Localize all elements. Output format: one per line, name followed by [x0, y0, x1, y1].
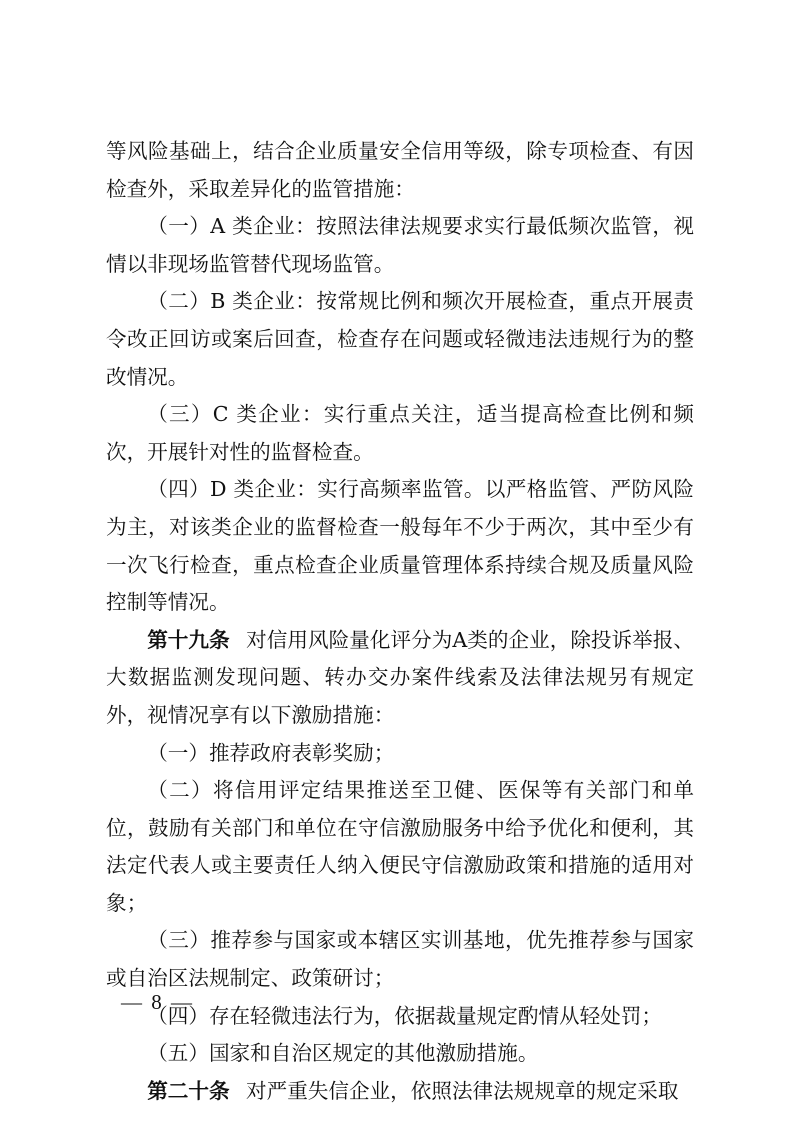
- paragraph-text: 对严重失信企业，依照法律法规规章的规定采取: [246, 1078, 679, 1103]
- paragraph-text: （三）C 类企业：实行重点关注，适当提高检查比例和频次，开展针对性的监督检查。: [106, 402, 694, 464]
- paragraph-text: （五）国家和自治区规定的其他激励措施。: [147, 1041, 539, 1066]
- paragraph-text: （二）B 类企业：按常规比例和频次开展检查，重点开展责令改正回访或案后回查，检查存在问题或轻微违法违规行为的整改情况。: [106, 289, 694, 389]
- paragraph-7: [106, 772, 694, 922]
- article-19: [106, 622, 694, 735]
- paragraph-text: （四）D 类企业：实行高频率监管。以严格监管、严防风险为主，对该类企业的监督检查一般每年不少于两次，其中至少有一次飞行检查，重点检查企业质量管理体系持续合规及质量风险控制等情况。: [106, 477, 694, 615]
- paragraph-4: [106, 471, 694, 621]
- paragraph-text: （一）A 类企业：按照法律法规要求实行最低频次监管，视情以非现场监管替代现场监管。: [106, 214, 694, 276]
- page-number: — 8 —: [121, 990, 194, 1014]
- paragraph-8: [106, 922, 694, 997]
- paragraph-text: 等风险基础上，结合企业质量安全信用等级，除专项检查、有因检查外，采取差异化的监管措施：: [106, 139, 694, 201]
- paragraph-6: [106, 735, 694, 773]
- paragraph-3: [106, 396, 694, 471]
- document-body: [106, 133, 694, 1110]
- article-20: [106, 1073, 694, 1111]
- paragraph-9: [106, 998, 694, 1036]
- paragraph-text: （二）将信用评定结果推送至卫健、医保等有关部门和单位，鼓励有关部门和单位在守信激励服务中给予优化和便利，其法定代表人或主要责任人纳入便民守信激励政策和措施的适用对象；: [106, 778, 694, 915]
- article-number: 第十九条: [147, 627, 230, 652]
- paragraph-1: [106, 208, 694, 283]
- paragraph-text: 对信用风险量化评分为A类的企业，除投诉举报、大数据监测发现问题、转办交办案件线索及法律法规另有规定外，视情况享有以下激励措施：: [106, 627, 695, 727]
- paragraph-text: （一）推荐政府表彰奖励；: [147, 740, 395, 765]
- paragraph-2: [106, 283, 694, 396]
- paragraph-10: [106, 1035, 694, 1073]
- paragraph-0: [106, 133, 694, 208]
- paragraph-text: （三）推荐参与国家或本辖区实训基地，优先推荐参与国家或自治区法规制定、政策研讨；: [106, 928, 694, 991]
- article-number: 第二十条: [147, 1078, 230, 1103]
- paragraph-text: （四）存在轻微违法行为，依据裁量规定酌情从轻处罚；: [147, 1003, 663, 1028]
